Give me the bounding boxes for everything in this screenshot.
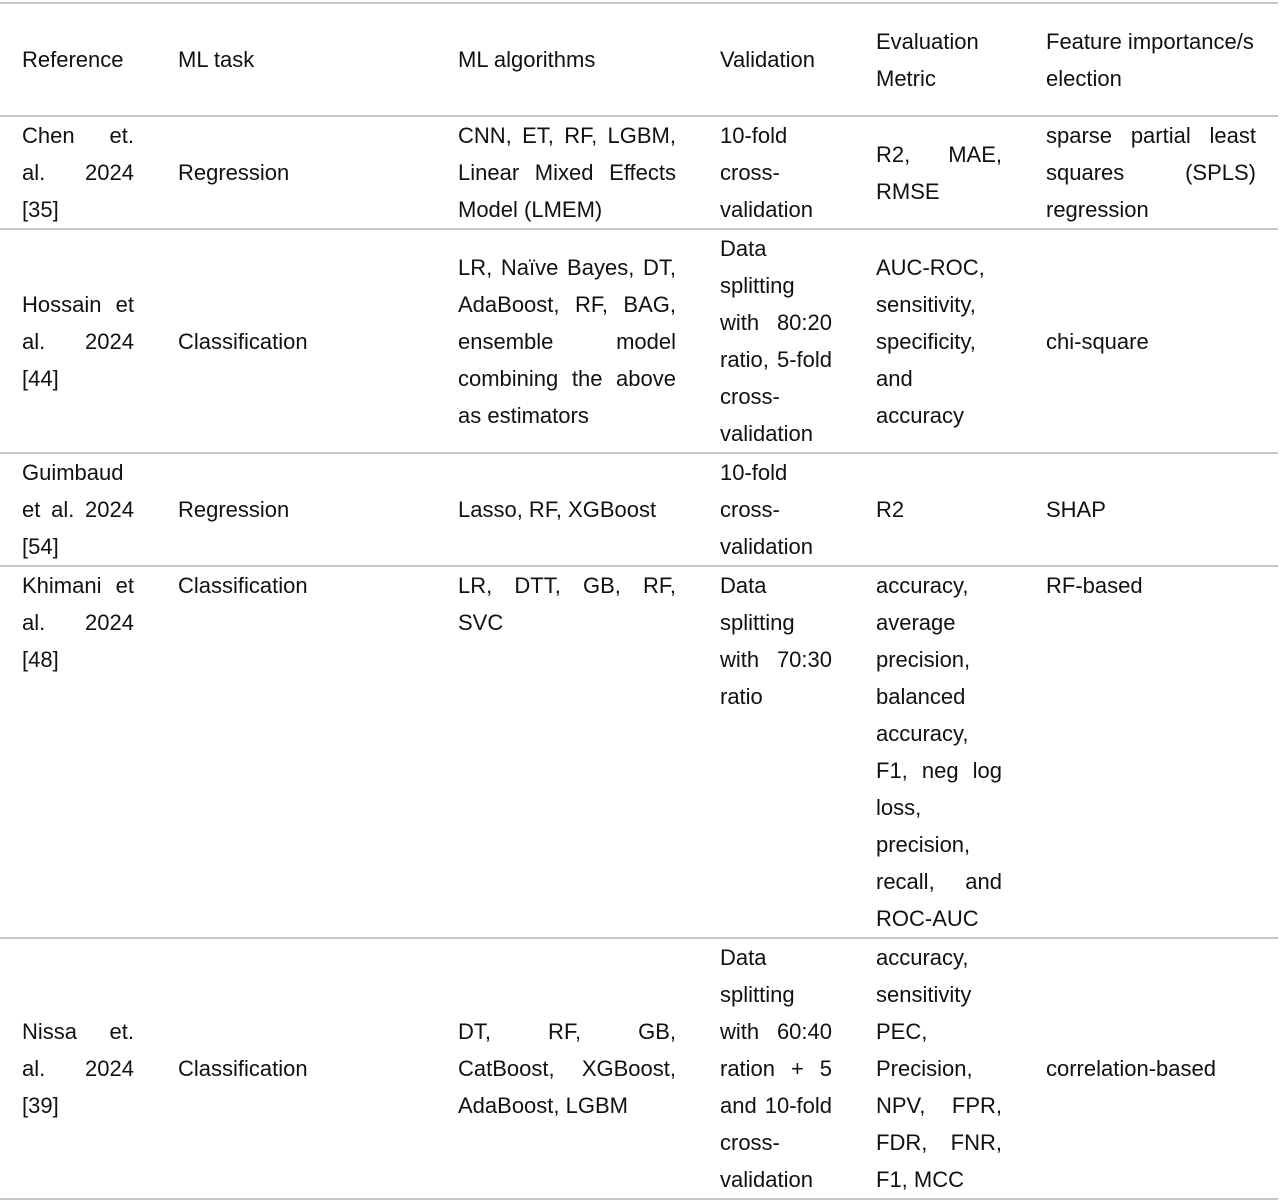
cell-reference: Hossain et al. 2024 [44]: [0, 229, 156, 453]
cell-evaluation-metric: accuracy, average precision, balanced accuracy, F1, neg log loss, precision, recall, and ROC-AUC: [854, 566, 1024, 938]
cell-feature-importance: RF-based: [1024, 566, 1278, 938]
cell-ml-algorithms: DT, RF, GB, CatBoost, XGBoost, AdaBoost, LGBM: [436, 938, 698, 1199]
header-ml-algorithms: ML algorithms: [436, 3, 698, 116]
cell-ml-task: Classification: [156, 229, 436, 453]
cell-feature-importance: chi-square: [1024, 229, 1278, 453]
cell-ml-algorithms: CNN, ET, RF, LGBM, Linear Mixed Effects Model (LMEM): [436, 116, 698, 229]
header-feature-importance: Feature importance/selection: [1024, 3, 1278, 116]
header-validation: Validation: [698, 3, 854, 116]
header-row: [0, 3, 1278, 116]
cell-ml-task: Classification: [156, 566, 436, 938]
cell-reference: Guimbaud et al. 2024 [54]: [0, 453, 156, 566]
table-row: [0, 453, 1278, 566]
header-reference: Reference: [0, 3, 156, 116]
cell-reference: Nissa et. al. 2024 [39]: [0, 938, 156, 1199]
cell-validation: 10-fold cross-validation: [698, 453, 854, 566]
cell-reference: Khimani et al. 2024 [48]: [0, 566, 156, 938]
cell-evaluation-metric: accuracy, sensitivity PEC, Precision, NPV, FPR, FDR, FNR, F1, MCC: [854, 938, 1024, 1199]
cell-feature-importance: correlation-based: [1024, 938, 1278, 1199]
table-row: [0, 566, 1278, 938]
cell-ml-algorithms: Lasso, RF, XGBoost: [436, 453, 698, 566]
ml-studies-table: [0, 2, 1278, 1200]
cell-reference: Chen et. al. 2024 [35]: [0, 116, 156, 229]
cell-evaluation-metric: R2, MAE, RMSE: [854, 116, 1024, 229]
cell-feature-importance: sparse partial least squares (SPLS) regression: [1024, 116, 1278, 229]
cell-ml-algorithms: LR, DTT, GB, RF, SVC: [436, 566, 698, 938]
cell-ml-task: Regression: [156, 453, 436, 566]
cell-feature-importance: SHAP: [1024, 453, 1278, 566]
header-evaluation-metric: Evaluation Metric: [854, 3, 1024, 116]
cell-ml-task: Regression: [156, 116, 436, 229]
table-row: [0, 229, 1278, 453]
table-row: [0, 116, 1278, 229]
cell-validation: Data splitting with 60:40 ration + 5 and 10-fold cross-validation: [698, 938, 854, 1199]
header-ml-task: ML task: [156, 3, 436, 116]
cell-validation: Data splitting with 70:30 ratio: [698, 566, 854, 938]
cell-validation: Data splitting with 80:20 ratio, 5-fold cross-validation: [698, 229, 854, 453]
cell-ml-task: Classification: [156, 938, 436, 1199]
cell-ml-algorithms: LR, Naïve Bayes, DT, AdaBoost, RF, BAG, ensemble model combining the above as estimators: [436, 229, 698, 453]
table-row: [0, 938, 1278, 1199]
cell-evaluation-metric: R2: [854, 453, 1024, 566]
cell-evaluation-metric: AUC-ROC, sensitivity, specificity, and accuracy: [854, 229, 1024, 453]
cell-validation: 10-fold cross-validation: [698, 116, 854, 229]
